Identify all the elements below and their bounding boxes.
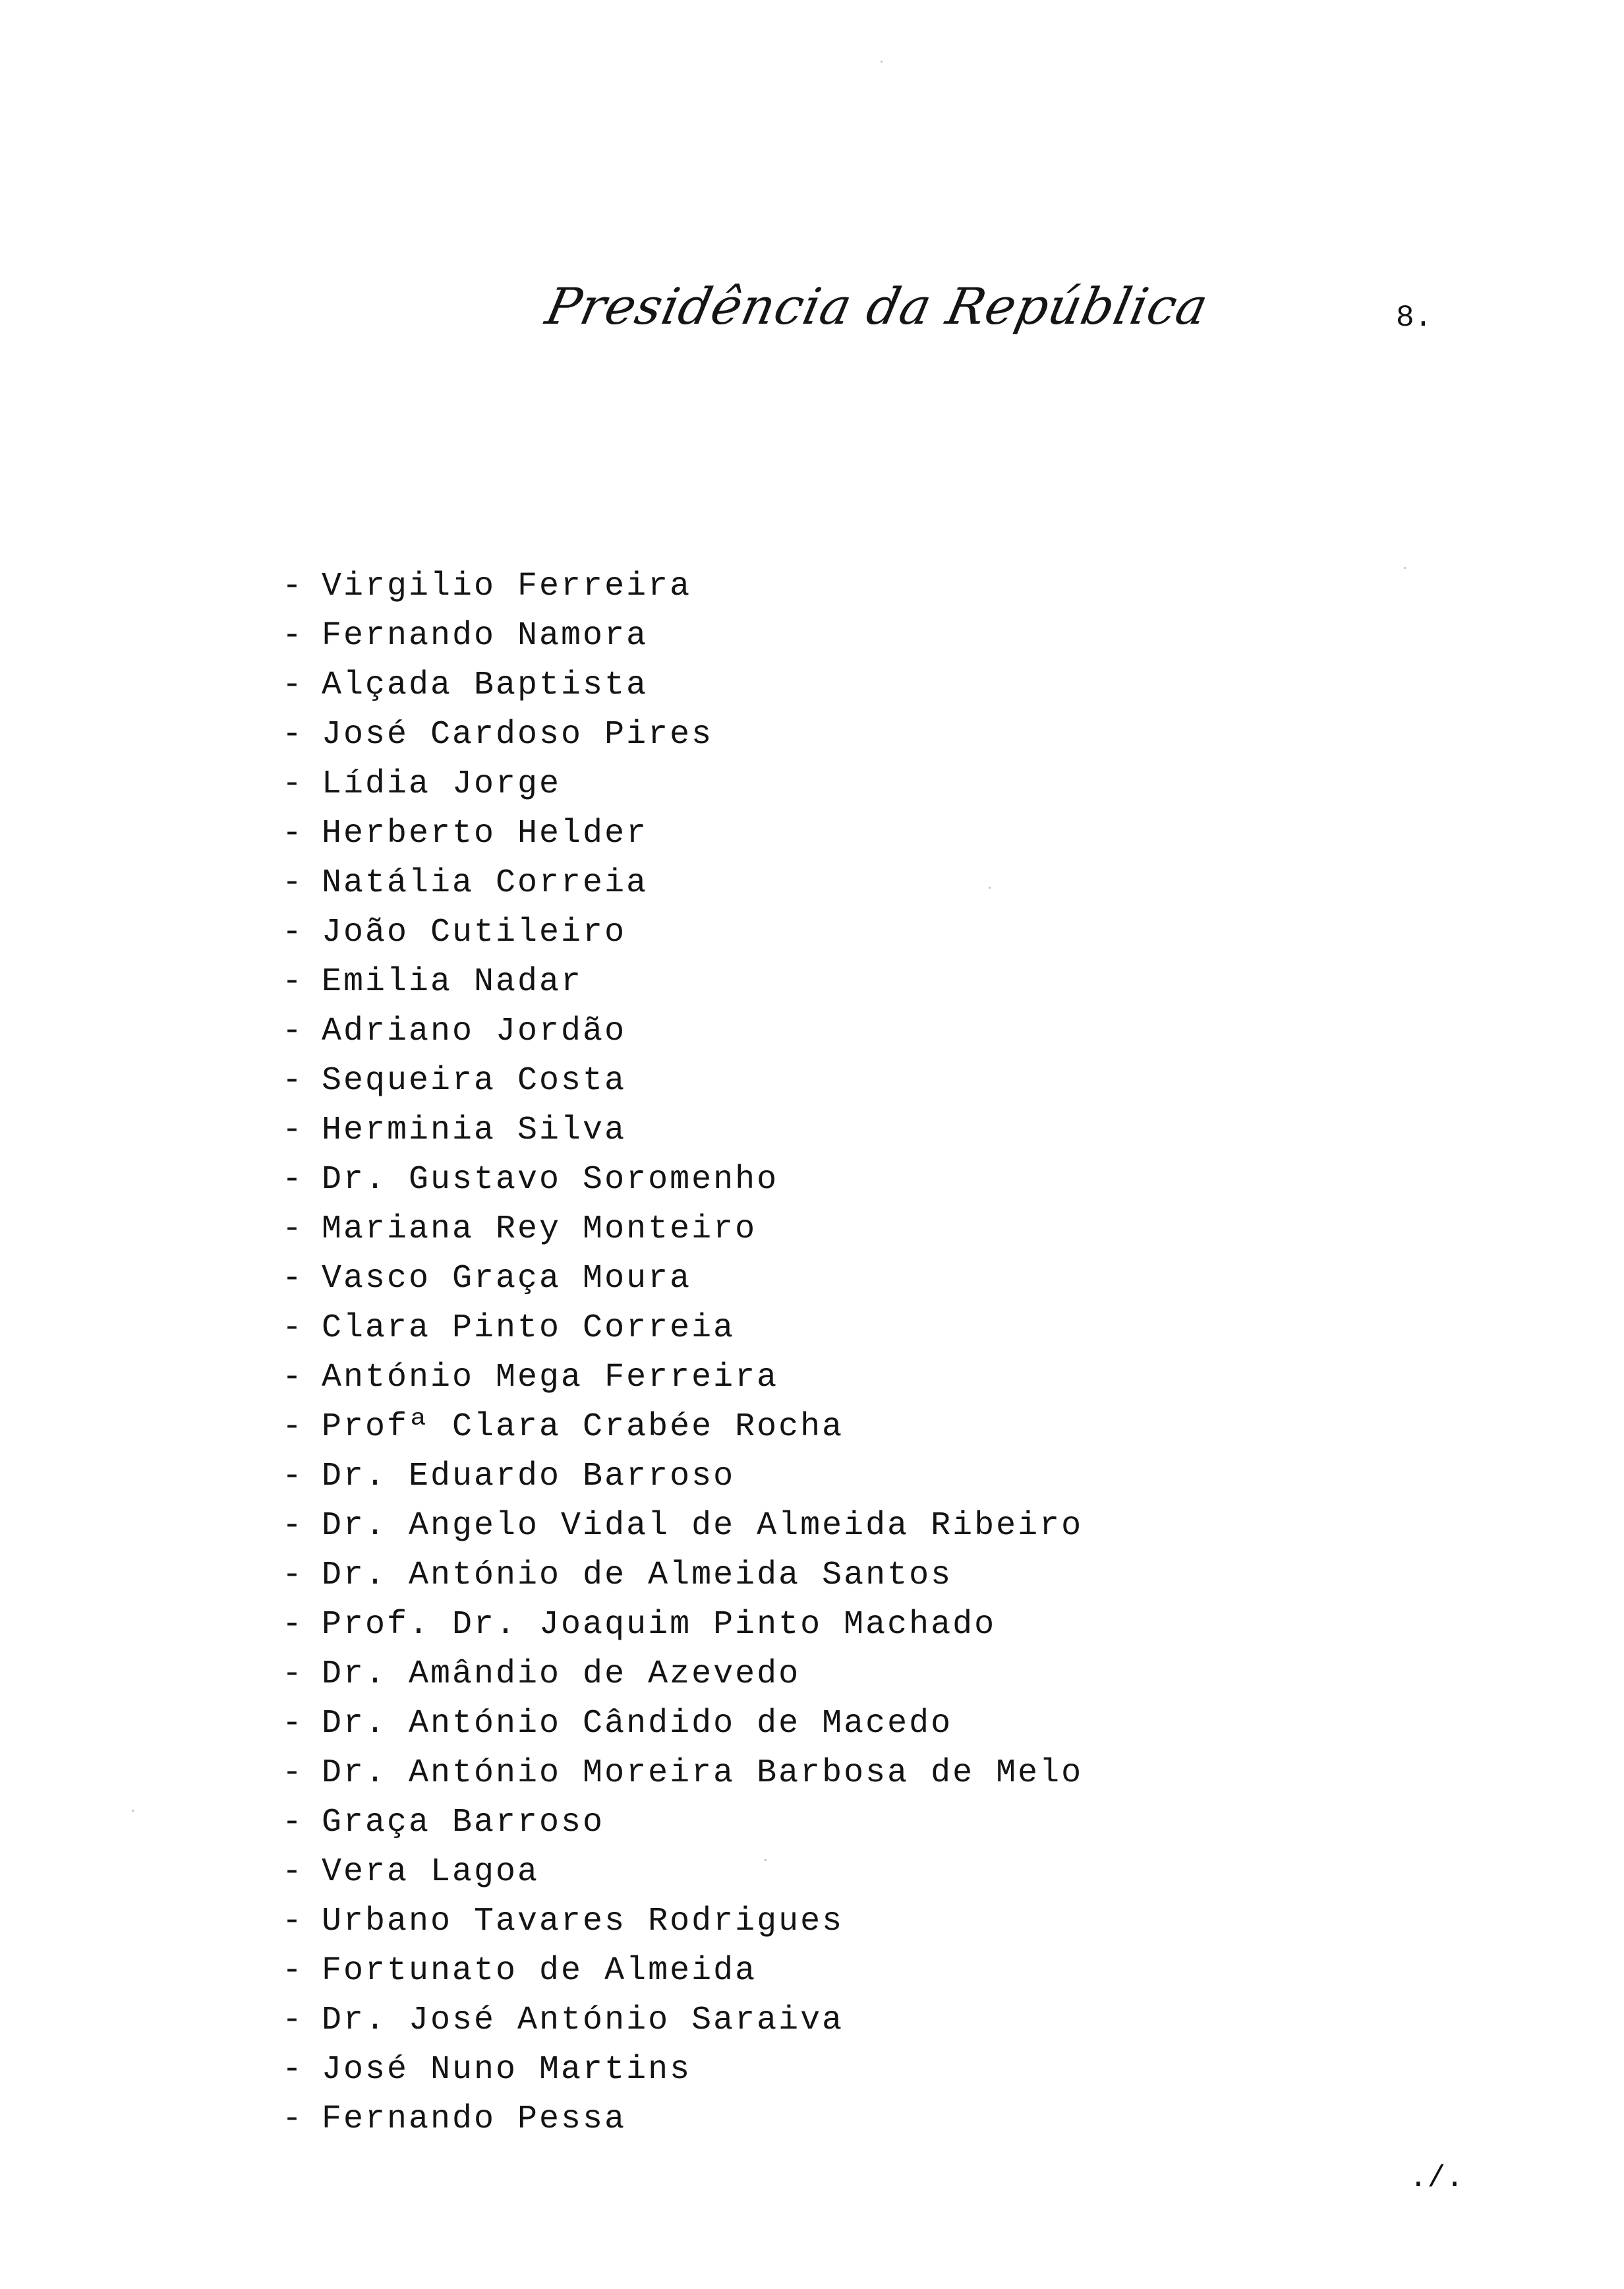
list-bullet: - [282,1754,304,1792]
list-item-name: Herminia Silva [322,1112,627,1149]
list-bullet: - [282,914,304,951]
list-item-name: Alçada Baptista [322,667,649,704]
list-bullet: - [282,1557,304,1594]
list-item-name: Urbano Tavares Rodrigues [322,1903,844,1940]
list-item [282,1303,1083,1353]
list-item-name: Lídia Jorge [322,765,562,803]
page-number: 8. [1396,301,1433,335]
list-item-name: José Cardoso Pires [322,716,714,754]
list-item [282,1996,1083,2045]
list-item-name: Mariana Rey Monteiro [322,1210,757,1248]
list-item-name: Fortunato de Almeida [322,1952,757,1990]
list-item [282,858,1083,908]
list-item [282,1007,1083,1056]
list-bullet: - [282,1655,304,1693]
list-item-name: Dr. António Cândido de Macedo [322,1705,953,1742]
name-list [282,562,1083,2144]
continuation-mark: ./. [1409,2161,1464,2195]
list-item-name: Natália Correia [322,864,649,902]
list-bullet: - [282,1705,304,1742]
list-item-name: Vasco Graça Moura [322,1260,692,1297]
list-item-name: Fernando Pessa [322,2100,627,2138]
list-item [282,1254,1083,1303]
list-bullet: - [282,765,304,803]
list-bullet: - [282,1804,304,1841]
list-item [282,661,1083,710]
list-bullet: - [282,1853,304,1891]
list-item [282,1155,1083,1204]
list-bullet: - [282,1458,304,1495]
list-item-name: Profª Clara Crabée Rocha [322,1408,844,1446]
list-bullet: - [282,716,304,754]
list-item [282,759,1083,809]
list-bullet: - [282,1062,304,1100]
list-bullet: - [282,1606,304,1644]
list-item [282,710,1083,759]
list-item-name: Dr. António de Almeida Santos [322,1557,953,1594]
list-bullet: - [282,2051,304,2089]
list-item-name: Graça Barroso [322,1804,605,1841]
list-bullet: - [282,2100,304,2138]
list-item [282,1452,1083,1501]
list-bullet: - [282,1309,304,1347]
list-bullet: - [282,1013,304,1050]
list-item-name: Dr. Gustavo Soromenho [322,1161,779,1199]
letterhead-title: Presidência da República [540,277,1214,336]
list-item [282,1056,1083,1106]
list-item [282,1353,1083,1402]
list-item-name: Virgilio Ferreira [322,568,692,605]
list-bullet: - [282,1359,304,1396]
list-bullet: - [282,815,304,852]
list-item [282,1798,1083,1847]
list-item-name: Dr. Eduardo Barroso [322,1458,736,1495]
list-item-name: Adriano Jordão [322,1013,627,1050]
list-item [282,2045,1083,2095]
list-bullet: - [282,963,304,1001]
list-bullet: - [282,1112,304,1149]
scan-speck [765,1859,767,1861]
list-item [282,2095,1083,2144]
list-item [282,1204,1083,1254]
list-bullet: - [282,864,304,902]
list-item-name: Prof. Dr. Joaquim Pinto Machado [322,1606,997,1644]
scan-speck [881,61,883,63]
scan-speck [1404,567,1406,569]
list-bullet: - [282,1507,304,1545]
list-bullet: - [282,568,304,605]
list-bullet: - [282,617,304,655]
list-bullet: - [282,1408,304,1446]
list-item [282,1600,1083,1650]
list-item-name: José Nuno Martins [322,2051,692,2089]
list-item [282,1650,1083,1699]
list-item [282,1946,1083,1996]
list-item [282,1501,1083,1551]
list-item-name: João Cutileiro [322,914,627,951]
list-item-name: António Mega Ferreira [322,1359,779,1396]
list-item-name: Dr. António Moreira Barbosa de Melo [322,1754,1084,1792]
list-item [282,809,1083,858]
list-bullet: - [282,1260,304,1297]
scan-speck [989,887,991,889]
list-item [282,1699,1083,1748]
list-item [282,957,1083,1007]
list-bullet: - [282,1161,304,1199]
list-item-name: Sequeira Costa [322,1062,627,1100]
list-item-name: Dr. José António Saraiva [322,2002,844,2039]
list-item [282,1897,1083,1946]
list-item [282,1106,1083,1155]
list-item-name: Dr. Angelo Vidal de Almeida Ribeiro [322,1507,1084,1545]
list-item-name: Clara Pinto Correia [322,1309,736,1347]
list-item-name: Vera Lagoa [322,1853,540,1891]
list-item-name: Fernando Namora [322,617,649,655]
list-item [282,1551,1083,1600]
list-bullet: - [282,667,304,704]
list-item [282,908,1083,957]
list-bullet: - [282,1903,304,1940]
list-item-name: Dr. Amândio de Azevedo [322,1655,801,1693]
list-item [282,562,1083,611]
list-item-name: Herberto Helder [322,815,649,852]
list-item-name: Emilia Nadar [322,963,583,1001]
list-bullet: - [282,2002,304,2039]
list-bullet: - [282,1952,304,1990]
list-item [282,1402,1083,1452]
list-item [282,1847,1083,1897]
list-item [282,1748,1083,1798]
list-item [282,611,1083,661]
list-bullet: - [282,1210,304,1248]
scan-speck [132,1810,134,1812]
